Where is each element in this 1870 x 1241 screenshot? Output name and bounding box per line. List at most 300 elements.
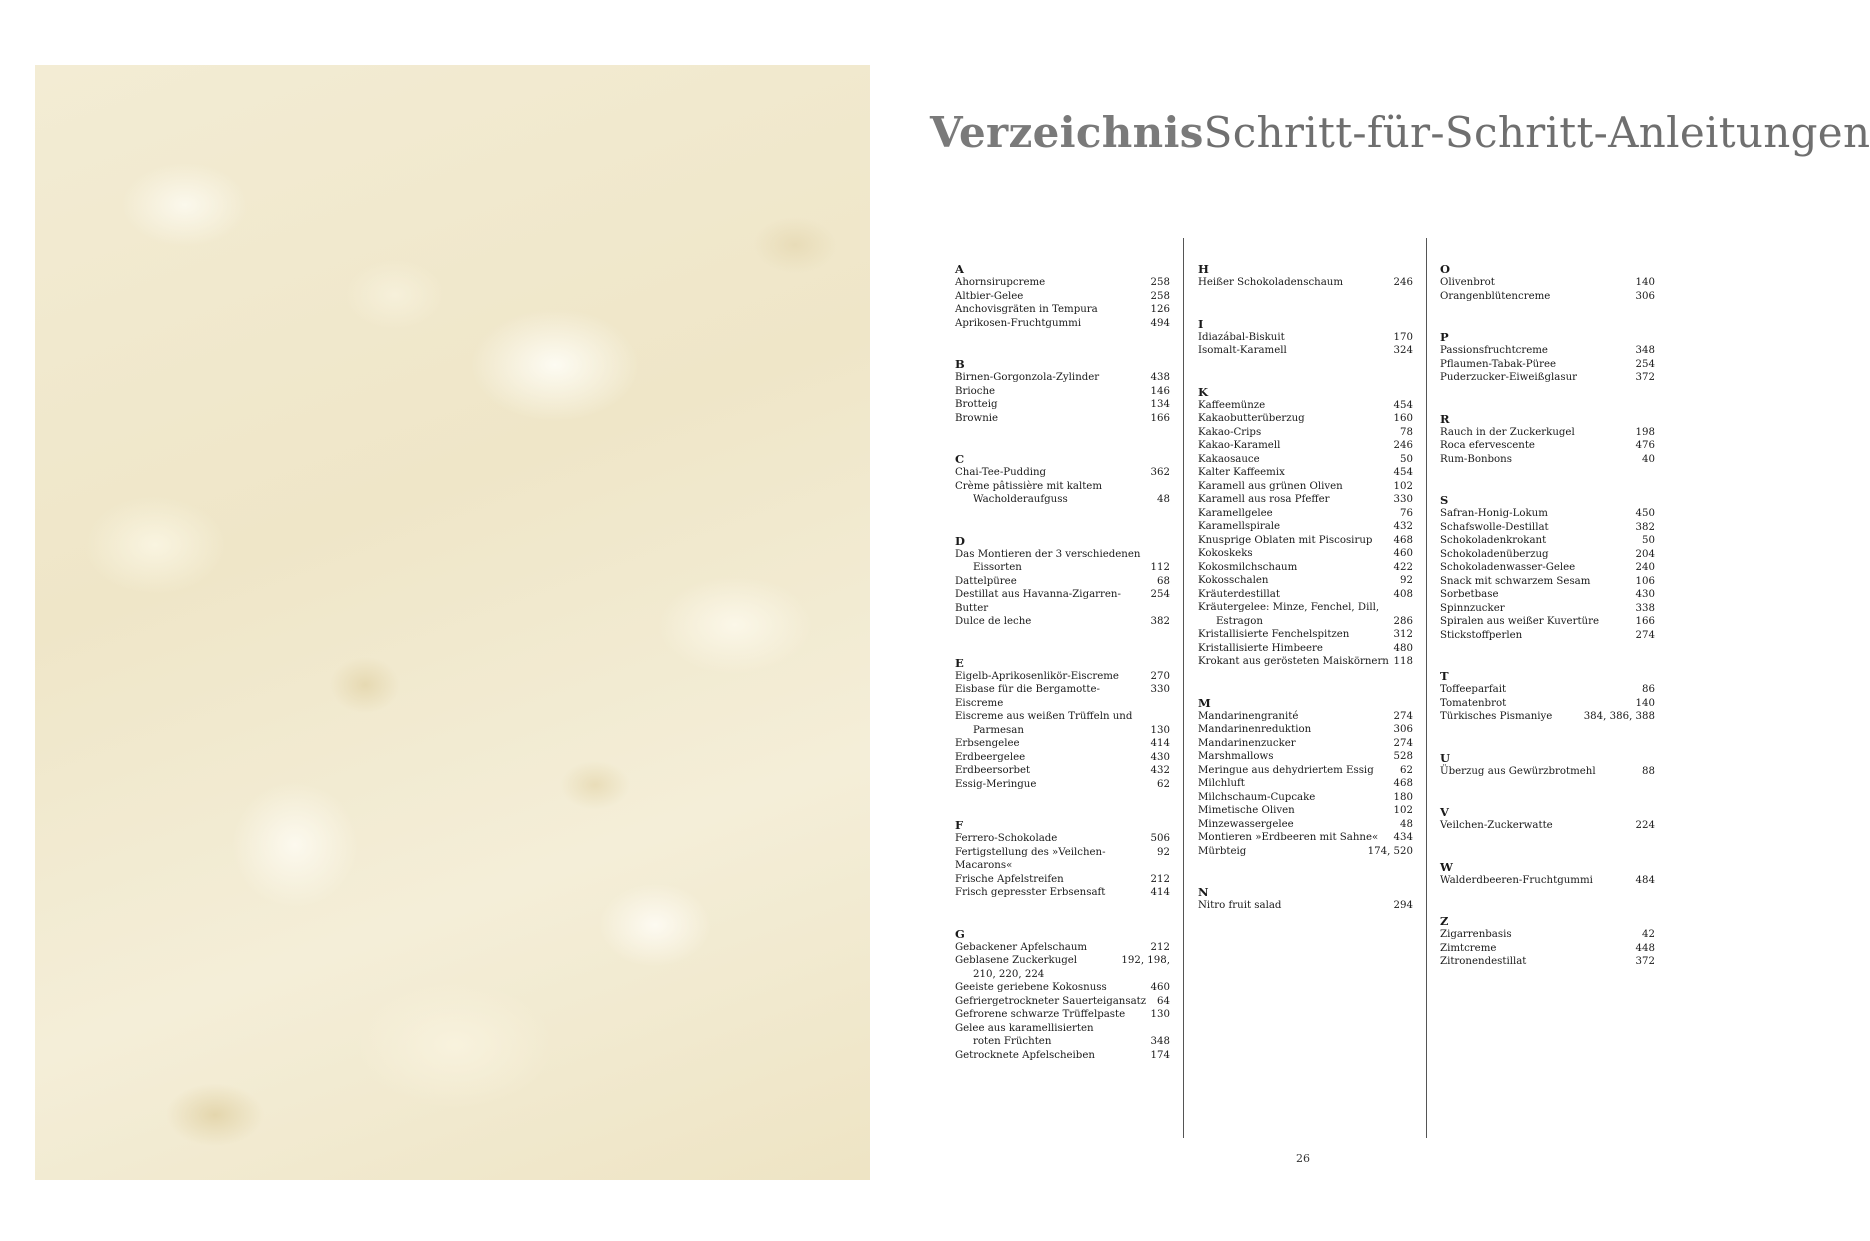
entry-page: 408 [1393,588,1413,600]
index-entry [1440,615,1655,629]
entry-title: Getrocknete Apfelscheiben [955,1049,1095,1061]
entry-title: Snack mit schwarzem Sesam [1440,575,1591,587]
index-entry [1198,710,1413,724]
entry-title: Überzug aus Gewürzbrotmehl [1440,765,1596,777]
entry-page: 86 [1642,684,1655,695]
index-entry [955,588,1170,615]
index-entry [955,548,1170,562]
entry-page: 422 [1393,561,1413,573]
index-letter: B [955,357,965,371]
entry-title: Altbier-Gelee [955,290,1024,302]
index-entry [955,1008,1170,1022]
index-entry [1440,710,1655,724]
entry-page: 270 [1150,670,1170,682]
entry-page: 146 [1150,385,1170,397]
entry-title: Rauch in der Zuckerkugel [1440,426,1575,438]
entry-title: Mürbteig [1198,845,1247,857]
index-entry [955,317,1170,331]
entry-page: 506 [1150,833,1170,844]
entry-page: 64 [1157,995,1170,1007]
index-letter: U [1440,750,1451,765]
index-entry [1198,439,1413,453]
entry-title: 210, 220, 224 [973,968,1045,980]
index-group [1440,751,1655,779]
entry-page: 140 [1635,697,1655,709]
entry-title: Aprikosen-Fruchtgummi [955,317,1082,329]
index-entry [1198,601,1413,615]
entry-page: 274 [1635,629,1655,641]
entry-page: 92 [1400,575,1413,586]
index-letter: V [1440,805,1449,819]
entry-title: Wacholderaufguss [973,494,1068,505]
entry-page: 306 [1393,724,1413,735]
entry-title: Karamellspirale [1198,521,1281,532]
entry-page: 432 [1150,765,1170,776]
index-entry [1198,750,1413,764]
index-letter: M [1198,695,1211,710]
page-title [930,108,1870,157]
entry-title: Destillat aus Havanna-Zigarren-Butter [955,589,1121,614]
entry-page: 434 [1393,832,1413,843]
index-entry [1440,534,1655,548]
index-entry [1440,588,1655,602]
entry-page: 324 [1393,345,1413,356]
entry-title: Mandarinenzucker [1198,737,1296,749]
index-letter: I [1198,316,1204,331]
entry-page: 174, 520 [1367,845,1413,857]
index-column [955,262,1170,1089]
entry-title: Meringue aus dehydriertem Essig [1198,764,1374,776]
entry-page: 240 [1635,562,1655,573]
index-entry [1198,453,1413,467]
entry-page: 50 [1642,535,1655,546]
entry-title: Kristallisierte Himbeere [1198,642,1323,654]
entry-page: 92 [1157,846,1170,858]
entry-page: 362 [1150,467,1170,478]
entry-title: Fertigstellung des »Veilchen-Macarons« [955,846,1106,871]
entry-page: 204 [1635,548,1655,560]
index-entry [1440,371,1655,385]
entry-title: Kräuterdestillat [1198,588,1280,600]
entry-title: Eissorten [973,562,1022,573]
entry-title: roten Früchten [973,1036,1052,1047]
entry-title: Knusprige Oblaten mit Piscosirup [1198,534,1373,546]
entry-page: 130 [1150,1009,1170,1020]
entry-title: Zitronendestillat [1440,956,1527,967]
index-group [955,927,1170,1063]
entry-page: 118 [1393,656,1413,667]
entry-page: 372 [1635,956,1655,967]
index-entry [955,493,1170,507]
index-letter: A [955,262,964,276]
entry-title: Roca efervescente [1440,440,1535,451]
entry-title: Eiscreme aus weißen Trüffeln und [955,711,1133,722]
index-group [1440,330,1655,385]
index-letter: G [955,926,965,941]
entry-title: Karamell aus grünen Oliven [1198,480,1343,492]
entry-title: Mandarinenreduktion [1198,724,1312,735]
index-group [1198,317,1413,358]
cover-photo [35,65,870,1180]
index-entry [955,276,1170,290]
entry-page: 76 [1400,507,1413,519]
entry-title: Erdbeergelee [955,751,1026,763]
entry-title: Eisbase für die Bergamotte-Eiscreme [955,684,1100,709]
index-letter: P [1440,330,1449,344]
index-entry [955,1022,1170,1036]
entry-page: 254 [1150,589,1170,600]
index-group [955,818,1170,900]
index-entry [1198,845,1413,859]
entry-title: Geeiste geriebene Kokosnuss [955,982,1107,993]
index-group [1440,860,1655,888]
entry-title: Chai-Tee-Pudding [955,467,1047,478]
index-letter: C [955,452,965,466]
entry-title: Crème pâtissière mit kaltem [955,480,1102,492]
index-group [1198,696,1413,859]
index-entry [955,981,1170,995]
index-entry [1440,453,1655,467]
entry-title: Ferrero-Schokolade [955,833,1058,844]
entry-page: 62 [1400,764,1413,776]
entry-page: 166 [1635,616,1655,627]
index-entry [955,670,1170,684]
entry-title: Anchovisgräten in Tempura [955,304,1098,315]
index-group [1440,412,1655,467]
index-entry [1198,574,1413,588]
index-group [955,656,1170,792]
index-entry [1440,276,1655,290]
entry-page: 432 [1393,521,1413,532]
entry-title: Dattelpüree [955,575,1017,587]
index-entry [1198,818,1413,832]
entry-page: 88 [1642,765,1655,777]
entry-title: Karamell aus rosa Pfeffer [1198,494,1330,505]
entry-page: 460 [1393,548,1413,559]
entry-title: Veilchen-Zuckerwatte [1440,820,1553,831]
entry-page: 246 [1393,277,1413,288]
index-entry [1440,819,1655,833]
index-entry [1198,547,1413,561]
entry-page: 140 [1635,277,1655,288]
entry-page: 414 [1150,738,1170,749]
entry-page: 494 [1150,317,1170,329]
entry-title: Frische Apfelstreifen [955,873,1064,885]
index-entry [1440,955,1655,969]
index-entry [955,751,1170,765]
entry-page: 330 [1393,494,1413,505]
index-entry [955,737,1170,751]
index-entry [1198,507,1413,521]
entry-page: 454 [1393,399,1413,411]
entry-title: Sorbetbase [1440,589,1499,600]
index-entry [955,710,1170,724]
index-letter: E [955,655,964,670]
entry-page: 348 [1150,1036,1170,1047]
index-entry [955,303,1170,317]
index-entry [1440,290,1655,304]
entry-page: 212 [1150,873,1170,885]
entry-title: Olivenbrot [1440,277,1495,288]
index-entry [955,954,1170,968]
index-entry [1198,426,1413,440]
entry-title: Karamellgelee [1198,507,1273,519]
entry-page: 294 [1393,900,1413,911]
entry-page: 348 [1635,345,1655,356]
index-group [1198,885,1413,913]
entry-page: 246 [1393,440,1413,451]
entry-title: Schafswolle-Destillat [1440,521,1549,533]
index-entry [955,873,1170,887]
entry-title: Frisch gepresster Erbsensaft [955,887,1106,898]
entry-page: 286 [1393,615,1413,627]
index-letter: H [1198,262,1209,276]
entry-page: 430 [1635,589,1655,600]
index-entry [955,764,1170,778]
index-entry [1198,899,1413,913]
entry-title: Kokosmilchschaum [1198,561,1298,573]
entry-title: Orangenblütencreme [1440,290,1551,302]
entry-page: 130 [1150,724,1170,736]
index-entry [1198,466,1413,480]
entry-page: 430 [1150,751,1170,763]
entry-title: Ahornsirupcreme [955,277,1046,288]
index-entry [955,1035,1170,1049]
entry-page: 454 [1393,467,1413,478]
index-letter: O [1440,262,1451,276]
entry-page: 212 [1150,941,1170,953]
index-entry [1198,561,1413,575]
entry-page: 50 [1400,453,1413,465]
index-entry [955,886,1170,900]
index-entry [1198,737,1413,751]
index-letter: W [1440,859,1453,874]
index-entry [1198,534,1413,548]
entry-page: 438 [1150,372,1170,383]
entry-page: 170 [1393,331,1413,343]
index-entry [1198,628,1413,642]
index-entry [1198,642,1413,656]
index-entry [1440,697,1655,711]
entry-title: Safran-Honig-Lokum [1440,508,1548,519]
index-entry [1198,831,1413,845]
index-entry [955,832,1170,846]
index-entry [1198,480,1413,494]
entry-page: 306 [1635,290,1655,302]
title-bold: Verzeichnis [930,108,1204,157]
index-group [955,452,1170,507]
entry-title: Kristallisierte Fenchelspitzen [1198,629,1350,640]
entry-title: Passionsfruchtcreme [1440,345,1548,356]
index-entry [1198,804,1413,818]
index-entry [955,412,1170,426]
index-entry [1198,520,1413,534]
entry-title: Schokoladenkrokant [1440,535,1547,546]
index-entry [1198,331,1413,345]
entry-title: Brownie [955,412,999,424]
entry-page: 166 [1150,412,1170,424]
entry-title: Milchluft [1198,778,1245,789]
entry-title: Türkisches Pismaniye [1440,711,1553,722]
entry-page: 48 [1400,818,1413,830]
index-entry [955,995,1170,1009]
entry-title: Spinnzucker [1440,602,1505,614]
entry-page: 48 [1157,494,1170,505]
index-group [1440,805,1655,833]
entry-page: 126 [1150,304,1170,315]
entry-title: Erbsengelee [955,738,1020,749]
column-divider [1183,238,1184,1138]
entry-title: Kakaobutterüberzug [1198,413,1305,424]
entry-title: Brioche [955,385,996,397]
entry-title: Stickstoffperlen [1440,629,1523,641]
entry-page: 484 [1635,874,1655,886]
index-entry [955,846,1170,873]
index-letter: F [955,818,964,832]
entry-page: 180 [1393,791,1413,803]
entry-title: Walderdbeeren-Fruchtgummi [1440,874,1593,886]
index-entry [1198,276,1413,290]
index-entry [1440,683,1655,697]
entry-page: 78 [1400,426,1413,438]
entry-title: Estragon [1216,615,1263,627]
entry-title: Mandarinengranité [1198,710,1299,722]
index-entry [955,724,1170,738]
index-entry [1440,765,1655,779]
index-entry [1440,358,1655,372]
index-entry [955,398,1170,412]
index-entry [955,968,1170,982]
index-letter: D [955,533,965,548]
index-group [1440,262,1655,303]
entry-title: Kokoskeks [1198,548,1253,559]
index-entry [1440,928,1655,942]
entry-page: 102 [1393,805,1413,816]
index-entry [1198,588,1413,602]
entry-title: Gefriergetrockneter Sauerteigansatz [955,995,1147,1007]
index-entry [1198,615,1413,629]
entry-title: Puderzucker-Eiweißglasur [1440,372,1578,383]
entry-page: 468 [1393,778,1413,789]
entry-title: Geblasene Zuckerkugel [955,955,1078,966]
index-entry [955,561,1170,575]
entry-page: 372 [1635,372,1655,383]
entry-title: Kakao-Crips [1198,426,1262,438]
entry-title: Tomatenbrot [1440,697,1507,709]
index-entry [955,615,1170,629]
entry-title: Kaffeemünze [1198,399,1266,411]
entry-page: 254 [1635,358,1655,370]
entry-title: Kalter Kaffeemix [1198,467,1285,478]
index-entry [955,683,1170,710]
entry-title: Mimetische Oliven [1198,805,1295,816]
entry-page: 258 [1150,277,1170,288]
index-group [955,534,1170,629]
entry-title: Zigarrenbasis [1440,929,1512,940]
index-group [1440,914,1655,969]
index-entry [1440,521,1655,535]
entry-page: 40 [1642,453,1655,465]
entry-page: 384, 386, 388 [1583,711,1655,722]
entry-page: 274 [1393,737,1413,749]
entry-page: 528 [1393,751,1413,762]
index-column [1440,262,1655,996]
entry-page: 330 [1150,684,1170,695]
entry-title: Gelee aus karamellisierten [955,1022,1094,1034]
entry-page: 174 [1150,1049,1170,1061]
index-entry [1198,344,1413,358]
entry-title: Kokosschalen [1198,575,1269,586]
entry-page: 192, 198, [1121,955,1170,966]
index-column [1198,262,1413,940]
index-entry [1440,439,1655,453]
index-entry [1198,493,1413,507]
index-entry [1440,426,1655,440]
index-entry [1440,629,1655,643]
entry-title: Eigelb-Aprikosenlikör-Eiscreme [955,670,1119,682]
entry-title: Schokoladenüberzug [1440,548,1549,560]
index-group [955,357,1170,425]
entry-title: Gebackener Apfelschaum [955,941,1088,953]
entry-title: Essig-Meringue [955,778,1037,790]
entry-title: Pflaumen-Tabak-Püree [1440,358,1557,370]
entry-page: 198 [1635,426,1655,438]
index-entry [955,466,1170,480]
entry-title: Montieren »Erdbeeren mit Sahne« [1198,832,1379,843]
entry-page: 448 [1635,942,1655,954]
entry-page: 42 [1642,929,1655,940]
page-number: 26 [1296,1152,1310,1165]
index-entry [955,385,1170,399]
entry-title: Schokoladenwasser-Gelee [1440,562,1576,573]
index-entry [955,778,1170,792]
index-entry [1440,548,1655,562]
entry-title: Minzewassergelee [1198,818,1294,830]
index-entry [1440,344,1655,358]
entry-title: Toffeeparfait [1440,684,1507,695]
index-entry [1198,777,1413,791]
index-letter: N [1198,885,1209,899]
index-group [955,262,1170,330]
index-entry [955,1049,1170,1063]
entry-title: Das Montieren der 3 verschiedenen [955,548,1141,560]
entry-page: 460 [1150,982,1170,993]
index-entry [1198,412,1413,426]
entry-title: Krokant aus gerösteten Maiskörnern [1198,656,1389,667]
entry-title: Brotteig [955,399,998,410]
index-entry [1440,507,1655,521]
index-entry [1440,874,1655,888]
entry-title: Erdbeersorbet [955,765,1031,776]
entry-title: Gefrorene schwarze Trüffelpaste [955,1009,1126,1020]
entry-title: Dulce de leche [955,616,1032,627]
entry-page: 224 [1635,820,1655,831]
entry-title: Marshmallows [1198,751,1274,762]
entry-title: Parmesan [973,724,1024,736]
entry-title: Kakao-Karamell [1198,440,1281,451]
index-entry [1198,791,1413,805]
entry-title: Idiazábal-Biskuit [1198,331,1285,343]
entry-title: Heißer Schokoladenschaum [1198,277,1344,288]
entry-page: 160 [1393,413,1413,424]
index-group [1198,262,1413,290]
entry-title: Spiralen aus weißer Kuvertüre [1440,616,1599,627]
index-entry [1198,764,1413,778]
entry-page: 102 [1393,480,1413,492]
entry-page: 258 [1150,290,1170,302]
title-light: Schritt-für-Schritt-Anleitungen [1203,108,1870,157]
entry-title: Birnen-Gorgonzola-Zylinder [955,372,1100,383]
